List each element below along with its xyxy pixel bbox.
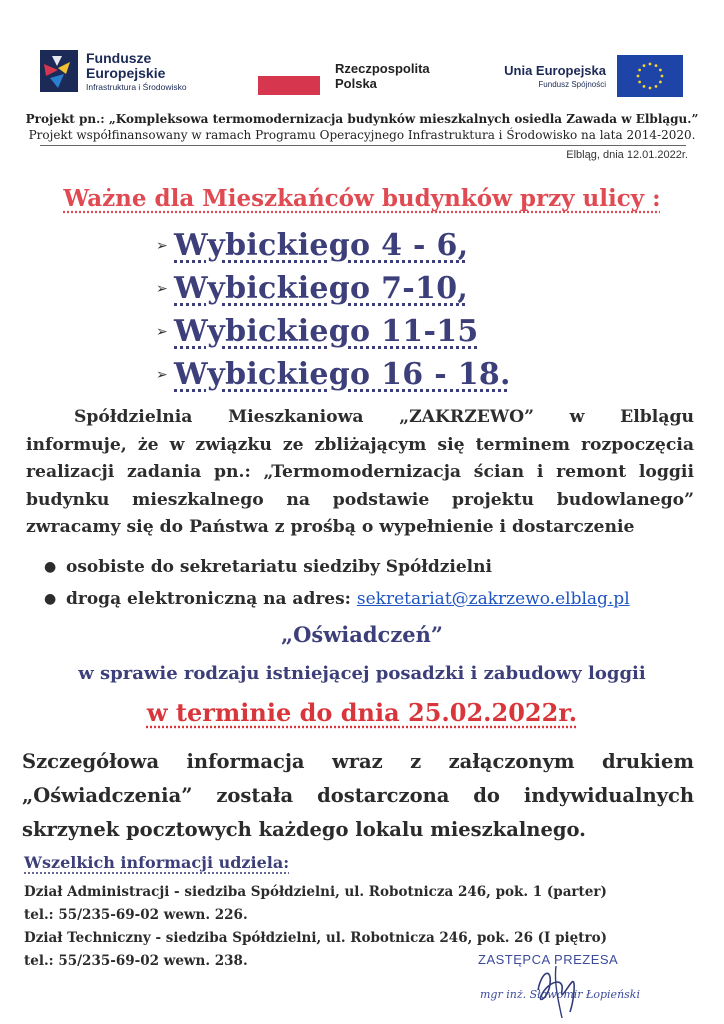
info-paragraph: Szczegółowa informacja wraz z załączonym drukiem „Oświadczenia” została dostarczona do indywidualnych skrzynek pocztowych każdego lokalu mieszkalnego. [22,750,694,841]
deadline: w terminie do dnia 25.02.2022r. [146,698,578,727]
headline: Ważne dla Mieszkańców budynków przy ulicy : [63,185,661,212]
signature-icon [528,960,592,1020]
bullet-icon: ● [44,591,57,607]
eu-flag-icon [617,55,683,97]
admin-phone: tel.: 55/235-69-02 wewn. 226. [24,907,248,923]
street-item: ➢ Wybickiego 4 - 6, [156,228,469,263]
arrow-right-icon: ➢ [156,366,168,383]
rzeczpospolita-label: Rzeczpospolita Polska [335,61,430,91]
email-link[interactable]: sekretariat@zakrzewo.elblag.pl [356,589,630,609]
polish-flag-icon [258,76,320,95]
stamp-title: ZASTĘPCA PREZESA [478,952,619,967]
list-item: ● osobiste do sekretariatu siedziby Spółdzielni [44,557,492,577]
announcement-paragraph: Spółdzielnia Mieszkaniowa „ZAKRZEWO” w Elblągu informuje, że w związku ze zbliżającym się terminem rozpoczęcia realizacji zadania pn.: „Termomodernizacja ścian i remont loggii budynku mieszkalnego na podstawie projektu budowlanego” zwracamy się do Państwa z prośbą o wypełnienie i dostarczenie [26,407,694,537]
list-item: ● drogą elektroniczną na adres: sekretariat@zakrzewo.elblag.pl [44,589,630,609]
fundusze-europejskie-label: Fundusze Europejskie Infrastruktura i Środowisko [86,50,187,92]
arrow-right-icon: ➢ [156,280,168,297]
stamp-name: mgr inż. Sławomir Łopieński [480,988,640,1001]
cofinance-note: Projekt współfinansowany w ramach Programu Operacyjnego Infrastruktura i Środowisko na lata 2014-2020. [28,128,696,142]
document-date: Elbląg, dnia 12.01.2022r. [566,149,688,161]
arrow-right-icon: ➢ [156,323,168,340]
arrow-right-icon: ➢ [156,237,168,254]
bullet-icon: ● [44,559,57,575]
street-item: ➢ Wybickiego 11-15 [156,314,479,349]
tech-phone: tel.: 55/235-69-02 wewn. 238. [24,953,248,969]
fundusze-europejskie-logo-icon [38,48,80,94]
statement-title: „Oświadczeń” [281,622,443,647]
street-list [156,224,511,396]
admin-contact: Dział Administracji - siedziba Spółdzielni, ul. Robotnicza 246, pok. 1 (parter) [24,884,607,900]
project-title: Projekt pn.: „Kompleksowa termomodernizacja budynków mieszkalnych osiedla Zawada w Elblągu.” [25,112,699,126]
statement-matter: w sprawie rodzaju istniejącej posadzki i zabudowy loggii [78,663,646,684]
delivery-methods [44,551,630,615]
header-divider [40,145,686,146]
street-item: ➢ Wybickiego 16 - 18. [156,357,511,392]
unia-europejska-label: Unia Europejska Fundusz Spójności [504,63,606,89]
contact-heading: Wszelkich informacji udziela: [24,853,290,872]
tech-contact: Dział Techniczny - siedziba Spółdzielni, ul. Robotnicza 246, pok. 26 (I piętro) [24,930,607,946]
street-item: ➢ Wybickiego 7-10, [156,271,469,306]
